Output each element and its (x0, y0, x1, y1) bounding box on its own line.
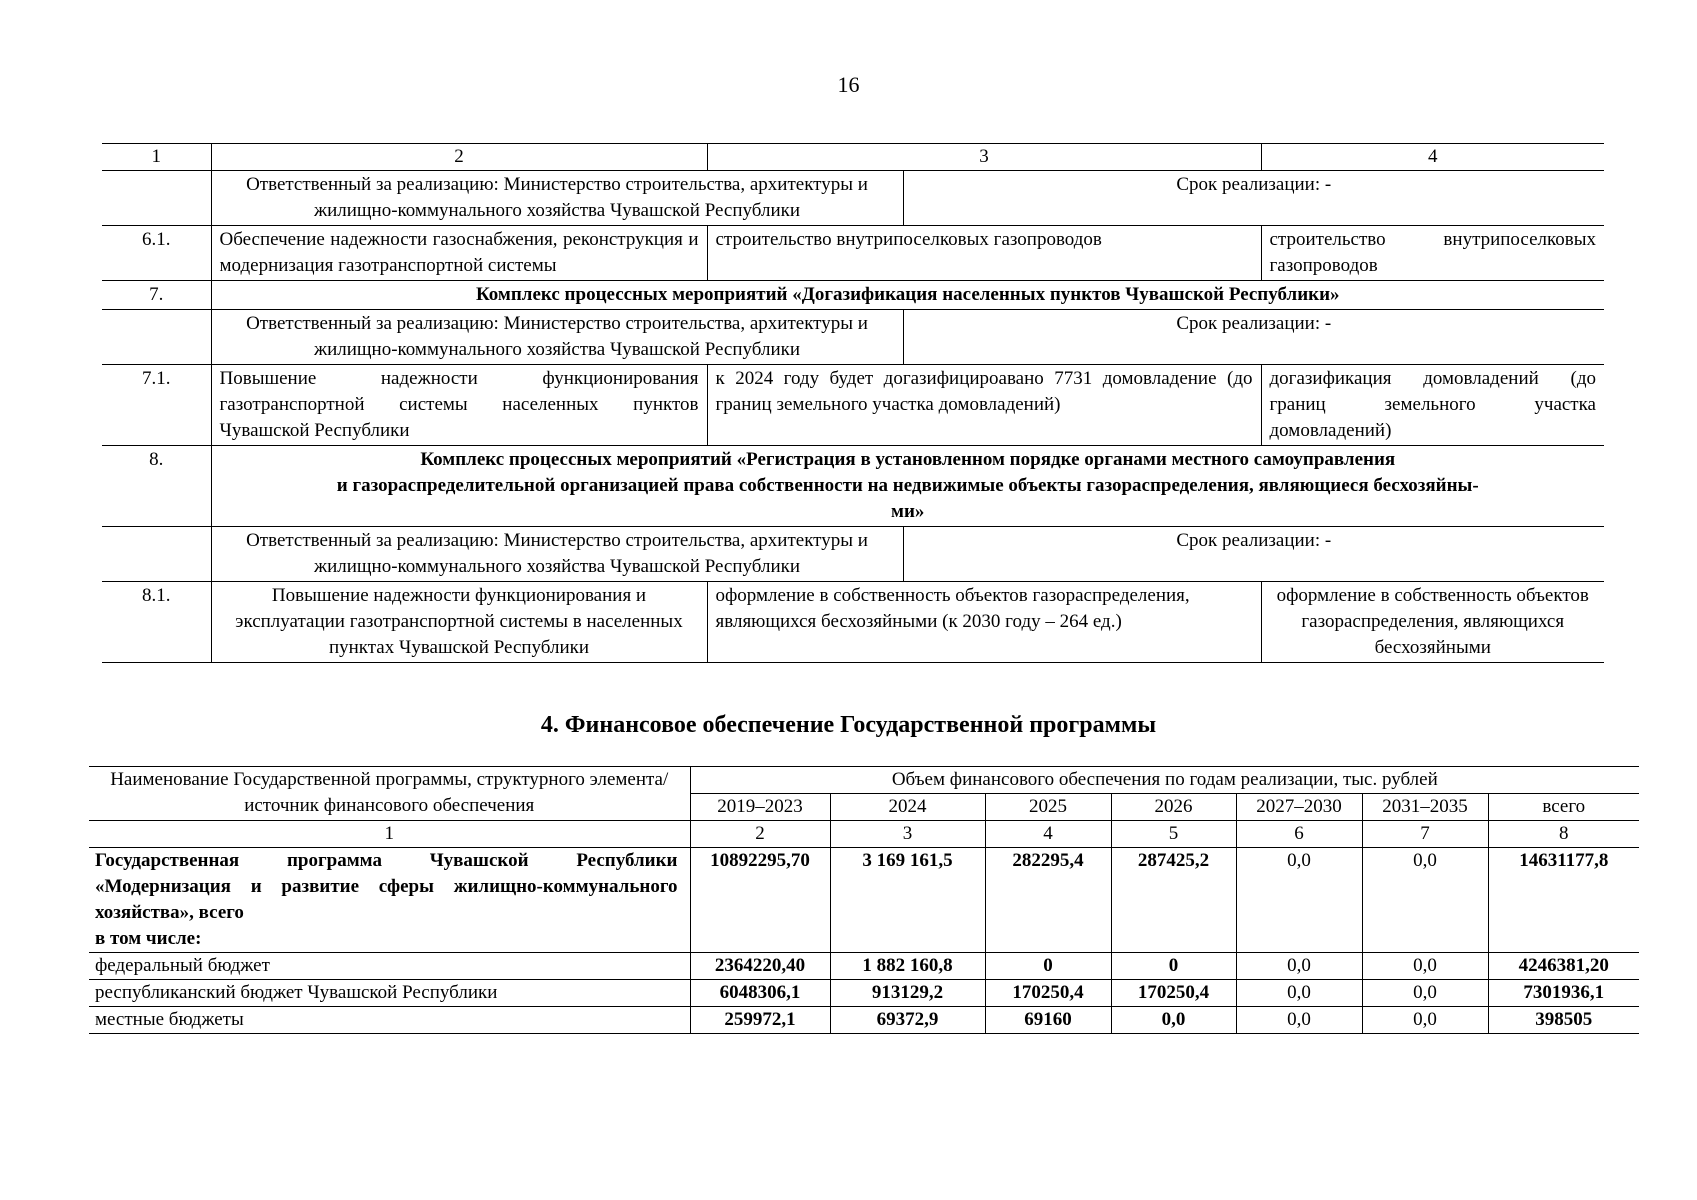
task-name: Повышение надежности функционирования газотранспортной системы населенных пунктов Чувашской Республики (211, 365, 707, 446)
col-number: 5 (1111, 821, 1236, 848)
responsible-text: Ответственный за реализацию: Министерство строительства, архитектуры и жилищно-коммунального хозяйства Чувашской Республики (211, 171, 903, 226)
task-indicator: строительство внутрипоселковых газопроводов (1261, 226, 1604, 281)
table-row (102, 226, 1604, 281)
value-cell: 0 (985, 953, 1111, 980)
value-cell: 4246381,20 (1488, 953, 1639, 980)
value-cell: 7301936,1 (1488, 980, 1639, 1007)
value-cell: 913129,2 (830, 980, 985, 1007)
page-number: 16 (837, 72, 860, 97)
value-cell: 0,0 (1236, 980, 1362, 1007)
col-number: 7 (1362, 821, 1488, 848)
col-number: 4 (1261, 144, 1604, 171)
responsible-text: Ответственный за реализацию: Министерство строительства, архитектуры и жилищно-коммунального хозяйства Чувашской Республики (211, 310, 903, 365)
responsible-row (102, 527, 1604, 582)
value-cell: 69160 (985, 1007, 1111, 1034)
finance-row (89, 980, 1639, 1007)
value-cell: 0,0 (1111, 1007, 1236, 1034)
responsible-text: Ответственный за реализацию: Министерство строительства, архитектуры и жилищно-коммунального хозяйства Чувашской Республики (211, 527, 903, 582)
source-name: федеральный бюджет (89, 953, 690, 980)
section-title-line: ми» (891, 501, 925, 522)
task-result: оформление в собственность объектов газораспределения, являющихся бесхозяйными (к 2030 году – 264 ед.) (707, 582, 1261, 663)
value-cell: 170250,4 (1111, 980, 1236, 1007)
finance-row (89, 1007, 1639, 1034)
col-number: 2 (211, 144, 707, 171)
term-text: Срок реализации: - (903, 527, 1604, 582)
task-indicator: оформление в собственность объектов газораспределения, являющихся бесхозяйными (1261, 582, 1604, 663)
finance-row-total (89, 848, 1639, 953)
responsible-row (102, 310, 1604, 365)
finance-row (89, 953, 1639, 980)
source-name: республиканский бюджет Чувашской Республики (89, 980, 690, 1007)
task-result: к 2024 году будет догазифицироавано 7731 домовладение (до границ земельного участка домовладений) (707, 365, 1261, 446)
task-name: Повышение надежности функционирования и эксплуатации газотранспортной системы в населенных пунктах Чувашской Республики (211, 582, 707, 663)
table-header-row (102, 144, 1604, 171)
program-name-text: Государственная программа Чувашской Республики «Модернизация и развитие сферы жилищно-коммунального хозяйства», всего (95, 850, 678, 923)
responsible-row (102, 171, 1604, 226)
value-cell: 0,0 (1236, 1007, 1362, 1034)
section-title (211, 446, 1604, 527)
source-name: местные бюджеты (89, 1007, 690, 1034)
task-name: Обеспечение надежности газоснабжения, реконструкция и модернизация газотранспортной системы (211, 226, 707, 281)
col-number: 3 (830, 821, 985, 848)
col-number: 1 (102, 144, 211, 171)
year-header: 2024 (830, 794, 985, 821)
value-cell: 170250,4 (985, 980, 1111, 1007)
row-number: 7.1. (102, 365, 211, 446)
value-cell: 398505 (1488, 1007, 1639, 1034)
year-header: 2031–2035 (1362, 794, 1488, 821)
row-number: 8.1. (102, 582, 211, 663)
col-number: 1 (89, 821, 690, 848)
value-cell: 0,0 (1236, 848, 1362, 953)
section-title-line: Комплекс процессных мероприятий «Регистрация в установленном порядке органами местного самоуправления (420, 449, 1396, 470)
finance-colnum-row (89, 821, 1639, 848)
value-cell: 282295,4 (985, 848, 1111, 953)
section-title: Комплекс процессных мероприятий «Догазификация населенных пунктов Чувашской Республики» (211, 281, 1604, 310)
finance-header-row (89, 767, 1639, 794)
value-cell: 1 882 160,8 (830, 953, 985, 980)
year-header: всего (1488, 794, 1639, 821)
activities-table (102, 143, 1604, 663)
value-cell: 6048306,1 (690, 980, 830, 1007)
col-number: 4 (985, 821, 1111, 848)
section-heading: 4. Финансовое обеспечение Государственной программы (540, 712, 1157, 738)
value-cell: 0,0 (1362, 848, 1488, 953)
finance-table (89, 766, 1639, 1034)
value-cell: 10892295,70 (690, 848, 830, 953)
table-row (102, 365, 1604, 446)
col-number: 3 (707, 144, 1261, 171)
value-cell: 0,0 (1362, 953, 1488, 980)
value-cell: 2364220,40 (690, 953, 830, 980)
value-cell: 0,0 (1236, 953, 1362, 980)
section-row (102, 446, 1604, 527)
year-header: 2027–2030 (1236, 794, 1362, 821)
section-number: 7. (102, 281, 211, 310)
value-cell: 259972,1 (690, 1007, 830, 1034)
section-row (102, 281, 1604, 310)
section-title-line: и газораспределительной организацией права собственности на недвижимые объекты газораспределения, являющиеся бесхозяйны- (336, 475, 1479, 496)
year-header: 2025 (985, 794, 1111, 821)
year-header: 2026 (1111, 794, 1236, 821)
table-row (102, 582, 1604, 663)
value-cell: 3 169 161,5 (830, 848, 985, 953)
col-number: 8 (1488, 821, 1639, 848)
value-cell: 0,0 (1362, 980, 1488, 1007)
row-number: 6.1. (102, 226, 211, 281)
value-cell: 287425,2 (1111, 848, 1236, 953)
task-indicator: догазификация домовладений (до границ земельного участка домовладений) (1261, 365, 1604, 446)
value-cell: 0,0 (1362, 1007, 1488, 1034)
value-cell: 69372,9 (830, 1007, 985, 1034)
year-header: 2019–2023 (690, 794, 830, 821)
section-number: 8. (102, 446, 211, 527)
task-result: строительство внутрипоселковых газопроводов (707, 226, 1261, 281)
head-volume: Объем финансового обеспечения по годам реализации, тыс. рублей (690, 767, 1639, 794)
term-text: Срок реализации: - (903, 171, 1604, 226)
term-text: Срок реализации: - (903, 310, 1604, 365)
col-number: 6 (1236, 821, 1362, 848)
program-name (89, 848, 690, 953)
head-name: Наименование Государственной программы, структурного элемента/источник финансового обеспечения (89, 767, 690, 821)
program-name-sub: в том числе: (95, 928, 202, 949)
value-cell: 14631177,8 (1488, 848, 1639, 953)
col-number: 2 (690, 821, 830, 848)
value-cell: 0 (1111, 953, 1236, 980)
